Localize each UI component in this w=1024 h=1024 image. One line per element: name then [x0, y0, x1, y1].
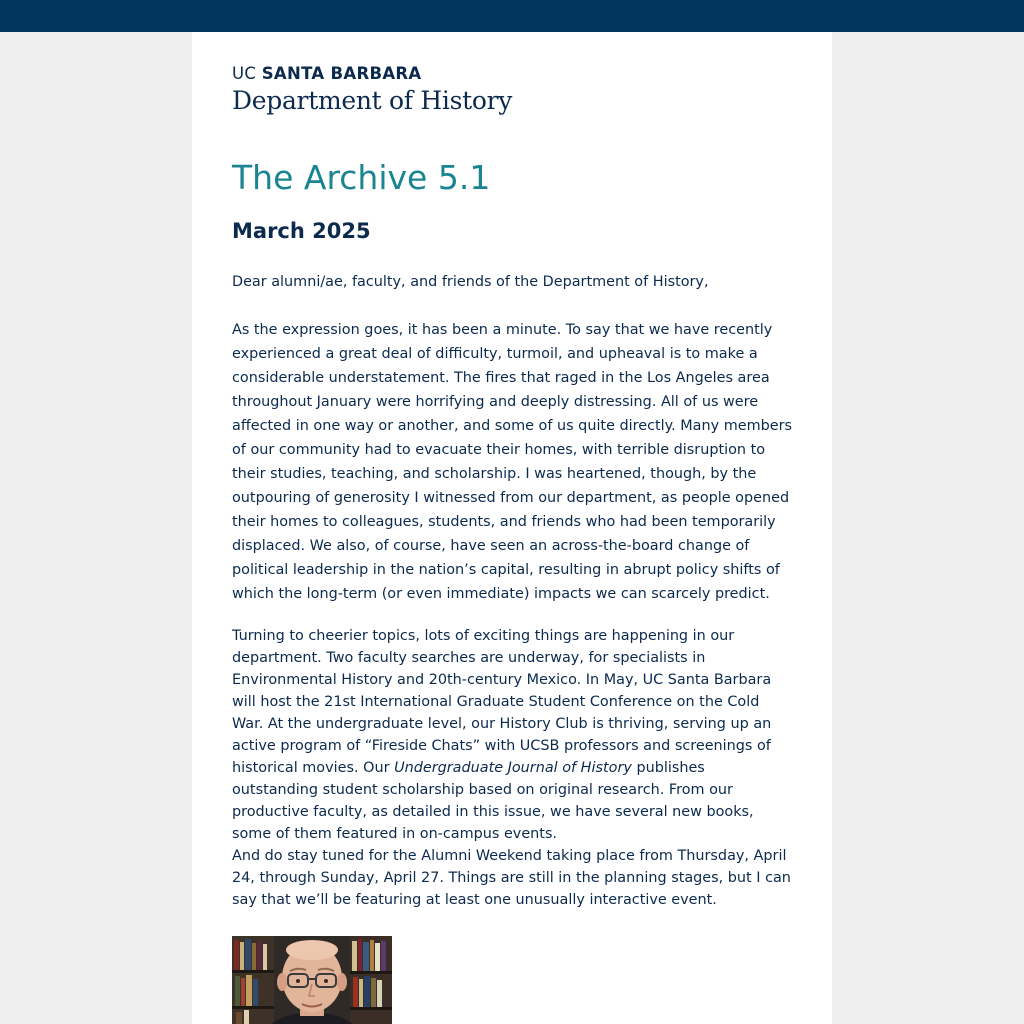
greeting: Dear alumni/ae, faculty, and friends of the Department of History,	[232, 274, 709, 290]
paragraph-2-start: Turning to cheerier topics, lots of exciting things are happening in our department. Two faculty searches are underway, for specialists in Environmental History and 20th-century Mexico. In May, UC Santa Barbara will host the 21st International Graduate Student Conference on the Cold War. At the undergraduate level, our History Club is thriving, serving up an active program of “Fireside Chats” with UCSB professors and screenings of historical movies. Our	[232, 628, 772, 776]
paragraph-2	[232, 625, 792, 845]
logo-santa-barbara: SANTA BARBARA	[261, 64, 422, 83]
paragraph-2-end: publishes outstanding student scholarship based on original research. From our productive faculty, as detailed in this issue, we have several new books, some of them featured in on-campus events.	[232, 760, 754, 842]
newsletter-date: March 2025	[232, 219, 371, 243]
portrait-illustration	[232, 936, 392, 1024]
top-bar	[0, 0, 1024, 32]
paragraph-3: And do stay tuned for the Alumni Weekend taking place from Thursday, April 24, through Sunday, April 27. Things are still in the planning stages, but I can say that we’ll be featuring at least one unusually interactive event.	[232, 848, 791, 908]
newsletter-title: The Archive 5.1	[232, 158, 491, 197]
newsletter-card	[192, 32, 832, 1024]
logo-department-name: Department of History	[232, 86, 513, 115]
logo-uc: UC	[232, 64, 257, 83]
journal-title: Undergraduate Journal of History	[394, 760, 632, 776]
ucsb-history-logo[interactable]	[232, 64, 512, 116]
paragraph-1: As the expression goes, it has been a minute. To say that we have recently experienced a great deal of difficulty, turmoil, and upheaval is to make a considerable understatement. The fires that raged in the Los Angeles area throughout January were horrifying and deeply distressing. All of us were affected in one way or another, and some of us quite directly. Many members of our community had to evacuate their homes, with terrible disruption to their studies, teaching, and scholarship. I was heartened, though, by the outpouring of generosity I witnessed from our department, as people opened their homes to colleagues, students, and friends who had been temporarily displaced. We also, of course, have seen an across-the-board change of political leadership in the nation’s capital, resulting in abrupt policy shifts of which the long-term (or even immediate) impacts we can scarcely predict.	[232, 322, 792, 602]
logo-university-name	[232, 64, 512, 84]
chair-portrait-photo	[232, 936, 392, 1024]
